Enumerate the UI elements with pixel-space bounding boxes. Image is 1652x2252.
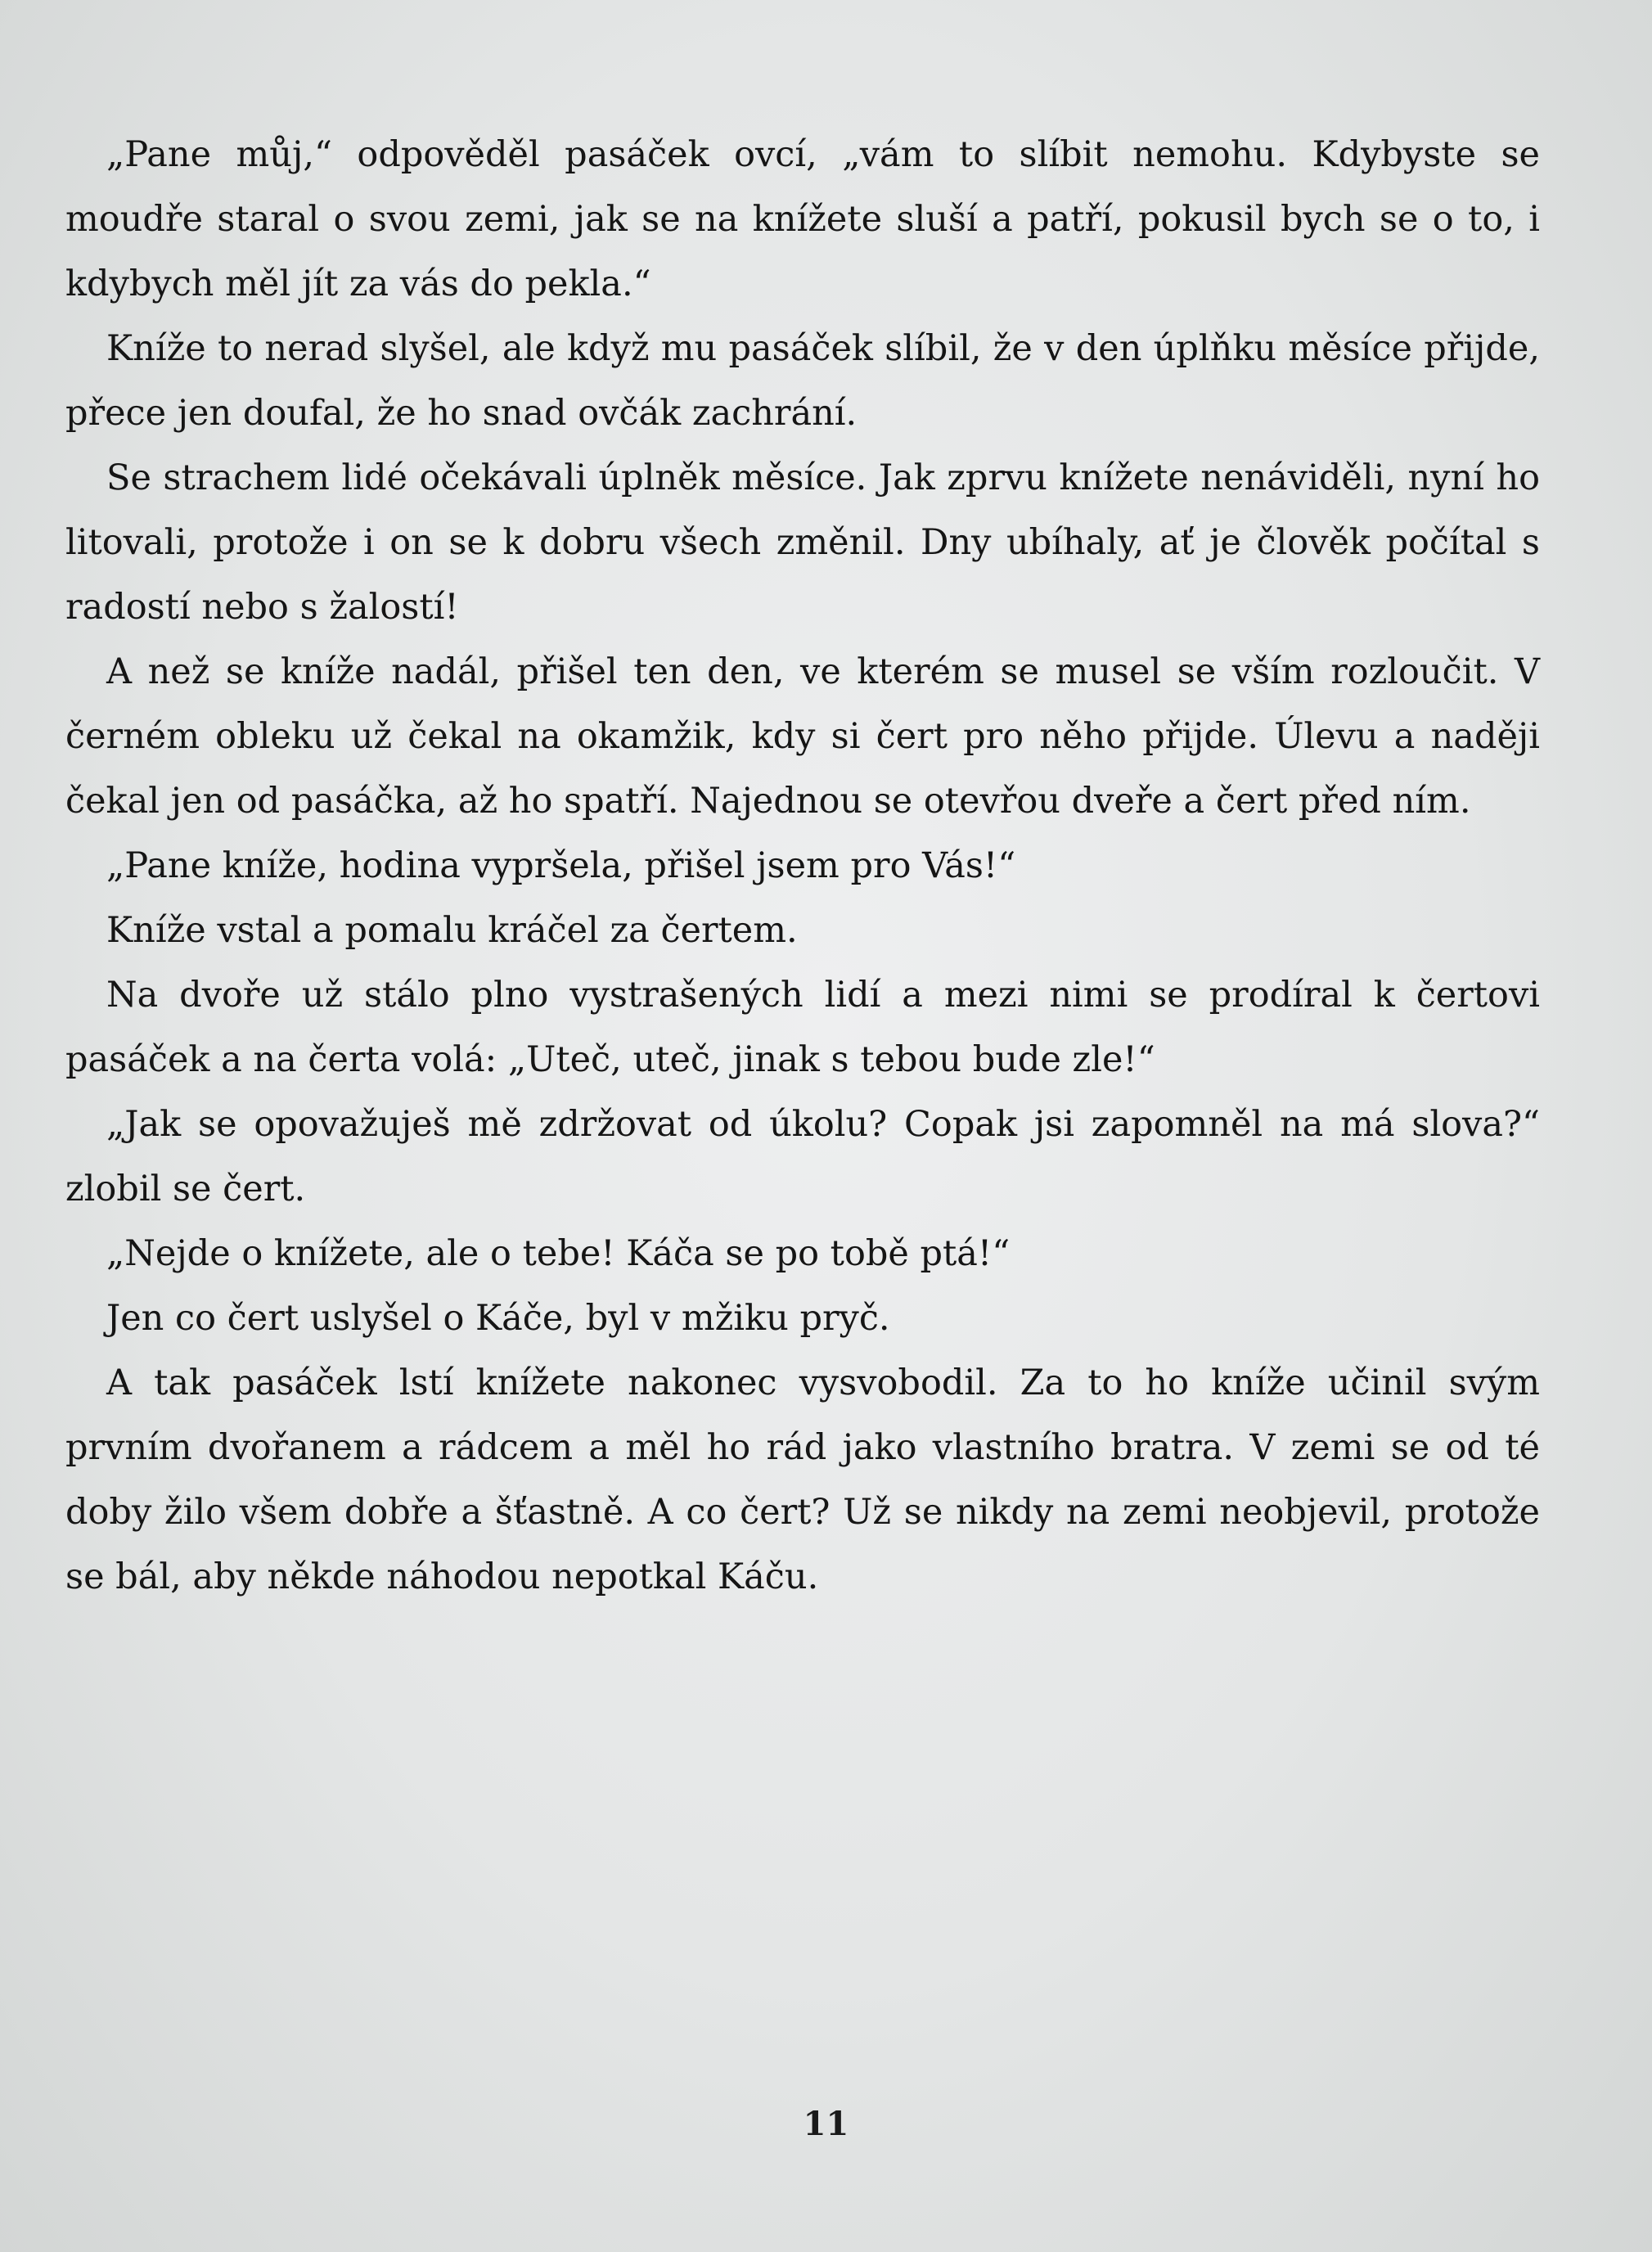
paragraph: „Nejde o knížete, ale o tebe! Káča se po tobě ptá!“ bbox=[106, 1233, 1011, 1274]
paragraph: „Pane kníže, hodina vypršela, přišel jsem pro Vás!“ bbox=[106, 845, 1016, 886]
paragraph: Kníže to nerad slyšel, ale když mu pasáček slíbil, že v den úplňku měsíce přijde, přece jen doufal, že ho snad ovčák zachrání. bbox=[65, 328, 1540, 434]
paragraph: Na dvoře už stálo plno vystrašených lidí a mezi nimi se prodíral k čertovi pasáček a na čerta volá: „Uteč, uteč, jinak s tebou bude zle!“ bbox=[65, 975, 1540, 1080]
body-text bbox=[65, 123, 1540, 1610]
paragraph: Jen co čert uslyšel o Káče, byl v mžiku pryč. bbox=[106, 1298, 890, 1339]
paragraph: Kníže vstal a pomalu kráčel za čertem. bbox=[106, 910, 798, 951]
paragraph: „Jak se opovažuješ mě zdržovat od úkolu? Copak jsi zapomněl na má slova?“ zlobil se čert. bbox=[65, 1104, 1540, 1209]
paragraph: „Pane můj,“ odpověděl pasáček ovcí, „vám to slíbit nemohu. Kdybyste se moudře staral o svou zemi, jak se na knížete sluší a patří, pokusil bych se o to, i kdybych měl jít za vás do pekla.“ bbox=[65, 134, 1540, 304]
paragraph: A tak pasáček lstí knížete nakonec vysvobodil. Za to ho kníže učinil svým prvním dvořanem a rádcem a měl ho rád jako vlastního bratra. V zemi se od té doby žilo všem dobře a šťastně. A co čert? Už se nikdy na zemi neobjevil, protože se bál, aby někde náhodou nepotkal Káču. bbox=[65, 1362, 1540, 1597]
page-number: 11 bbox=[803, 2105, 849, 2143]
paragraph: A než se kníže nadál, přišel ten den, ve kterém se musel se vším rozloučit. V černém obleku už čekal na okamžik, kdy si čert pro něho přijde. Úlevu a naději čekal jen od pasáčka, až ho spatří. Najednou se otevřou dveře a čert před ním. bbox=[65, 651, 1540, 822]
paragraph: Se strachem lidé očekávali úplněk měsíce. Jak zprvu knížete nenáviděli, nyní ho litovali, protože i on se k dobru všech změnil. Dny ubíhaly, ať je člověk počítal s radostí nebo s žalostí! bbox=[65, 457, 1540, 628]
